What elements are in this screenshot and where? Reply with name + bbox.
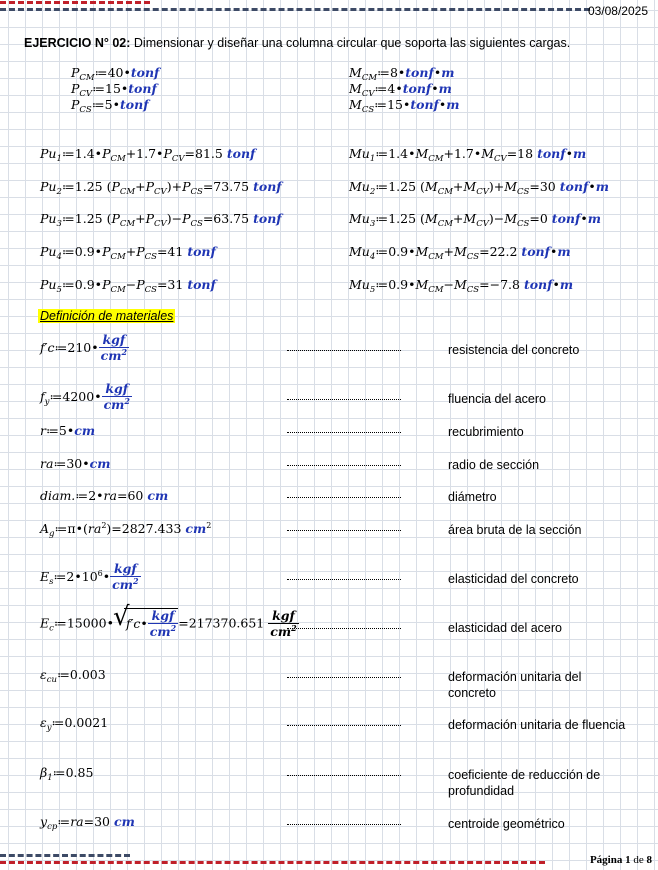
pu3-def: $Pu_3≔1.25$ $(P_{CM}+P_{CV})-P_{CS}=63.75$ tonf	[40, 211, 282, 229]
fy-leader	[287, 399, 401, 400]
pu2-def: $Pu_2≔1.25$ $(P_{CM}+P_{CV})+P_{CS}=73.75$ tonf	[40, 179, 282, 197]
r-def: r≔5•cm	[40, 423, 96, 438]
bottom-red-dashes	[0, 861, 545, 864]
ey-def: $\varepsilon_y≔0.0021$	[40, 715, 109, 733]
fc-leader	[287, 350, 401, 351]
mcm-def: $M_{CM}≔8•tonf•m$	[349, 65, 455, 83]
ec-description: elasticidad del acero	[448, 621, 562, 635]
b1-leader	[287, 775, 401, 776]
fy-description: fluencia del acero	[448, 392, 546, 406]
ag-description: área bruta de la sección	[448, 523, 582, 537]
fc-def: f′c≔210• $\frac{\text{kgf}}{cm^2}$	[40, 332, 128, 364]
ycp-leader	[287, 824, 401, 825]
ey-description: deformación unitaria de fluencia	[448, 718, 626, 732]
ra-def: ra≔30•cm	[40, 456, 111, 471]
mu4-def: $Mu_4≔0.9•M_{CM}+M_{CS}=22.2$ tonf•m	[349, 244, 571, 262]
pcm-def: $P_{CM}≔40•tonf$	[71, 65, 160, 83]
es-leader	[287, 579, 401, 580]
diam-def: diam.≔2•ra=60 cm	[40, 488, 169, 503]
exercise-number: EJERCICIO N° 02:	[24, 36, 131, 50]
pu4-def: $Pu_4≔0.9•P_{CM}+P_{CS}=41$ tonf	[40, 244, 216, 262]
b1-def: $\beta_1≔0.85$	[40, 765, 94, 783]
mcs-def: $M_{CS}≔15•tonf•m$	[349, 97, 460, 115]
r-leader	[287, 432, 401, 433]
pcv-def: $P_{CV}≔15•tonf$	[71, 81, 157, 99]
materials-heading: Definición de materiales	[40, 309, 174, 323]
exercise-title	[24, 36, 644, 50]
r-description: recubrimiento	[448, 425, 524, 439]
ag-def: $A_g≔\pi•(ra^2)=2827.433$ $cm^2$	[40, 521, 212, 539]
ycp-def: $y_{cp}≔ra=30$ cm	[40, 814, 135, 832]
header-date: 03/08/2025	[587, 4, 648, 18]
ecu-description: deformación unitaria del concreto	[448, 670, 582, 701]
mu3-def: $Mu_3≔1.25$ $(M_{CM}+M_{CV})-M_{CS}=0$ tonf•m	[349, 211, 601, 229]
es-def: $E_s≔2•10^6•$ $\frac{\text{kgf}}{cm^2}$	[40, 561, 139, 593]
page-number: Página 1 de 8	[589, 854, 652, 866]
ey-leader	[287, 725, 401, 726]
ecu-leader	[287, 677, 401, 678]
mu2-def: $Mu_2≔1.25$ $(M_{CM}+M_{CV})+M_{CS}=30$ tonf•m	[349, 179, 609, 197]
ycp-description: centroide geométrico	[448, 817, 565, 831]
ag-leader	[287, 530, 401, 531]
mu5-def: $Mu_5≔0.9•M_{CM}-M_{CS}=-7.8$ tonf•m	[349, 277, 574, 295]
top-navy-dashes	[0, 8, 590, 11]
ra-description: radio de sección	[448, 458, 540, 472]
bottom-navy-dashes	[0, 854, 130, 857]
pu1-def: $Pu_1≔1.4•P_{CM}+1.7•P_{CV}=81.5$ tonf	[40, 146, 256, 164]
exercise-statement: Dimensionar y diseñar una columna circular que soporta las siguientes cargas.	[130, 36, 571, 50]
diam-leader	[287, 497, 401, 498]
fy-def: $f_y≔4200•$ $\frac{\text{kgf}}{cm^2}$	[40, 381, 130, 413]
mcv-def: $M_{CV}≔4•tonf•m$	[349, 81, 452, 99]
top-red-dashes	[0, 1, 150, 4]
fc-description: resistencia del concreto	[448, 343, 580, 357]
ec-leader	[287, 628, 401, 629]
diam-description: diámetro	[448, 490, 497, 504]
ecu-def: $\varepsilon_{cu}≔0.003$	[40, 667, 106, 685]
b1-description: coeficiente de reducción de profundidad	[448, 768, 601, 799]
pu5-def: $Pu_5≔0.9•P_{CM}-P_{CS}=31$ tonf	[40, 277, 216, 295]
ra-leader	[287, 465, 401, 466]
ec-def: $E_c≔15000•√$ f′c• $\frac{\text{kgf}}{cm^2}$ =217370.651 $\frac{\text{kgf}}{cm^2}$	[40, 608, 299, 640]
pcs-def: $P_{CS}≔5•tonf$	[71, 97, 149, 115]
es-description: elasticidad del concreto	[448, 572, 579, 586]
mu1-def: $Mu_1≔1.4•M_{CM}+1.7•M_{CV}=18$ tonf•m	[349, 146, 587, 164]
